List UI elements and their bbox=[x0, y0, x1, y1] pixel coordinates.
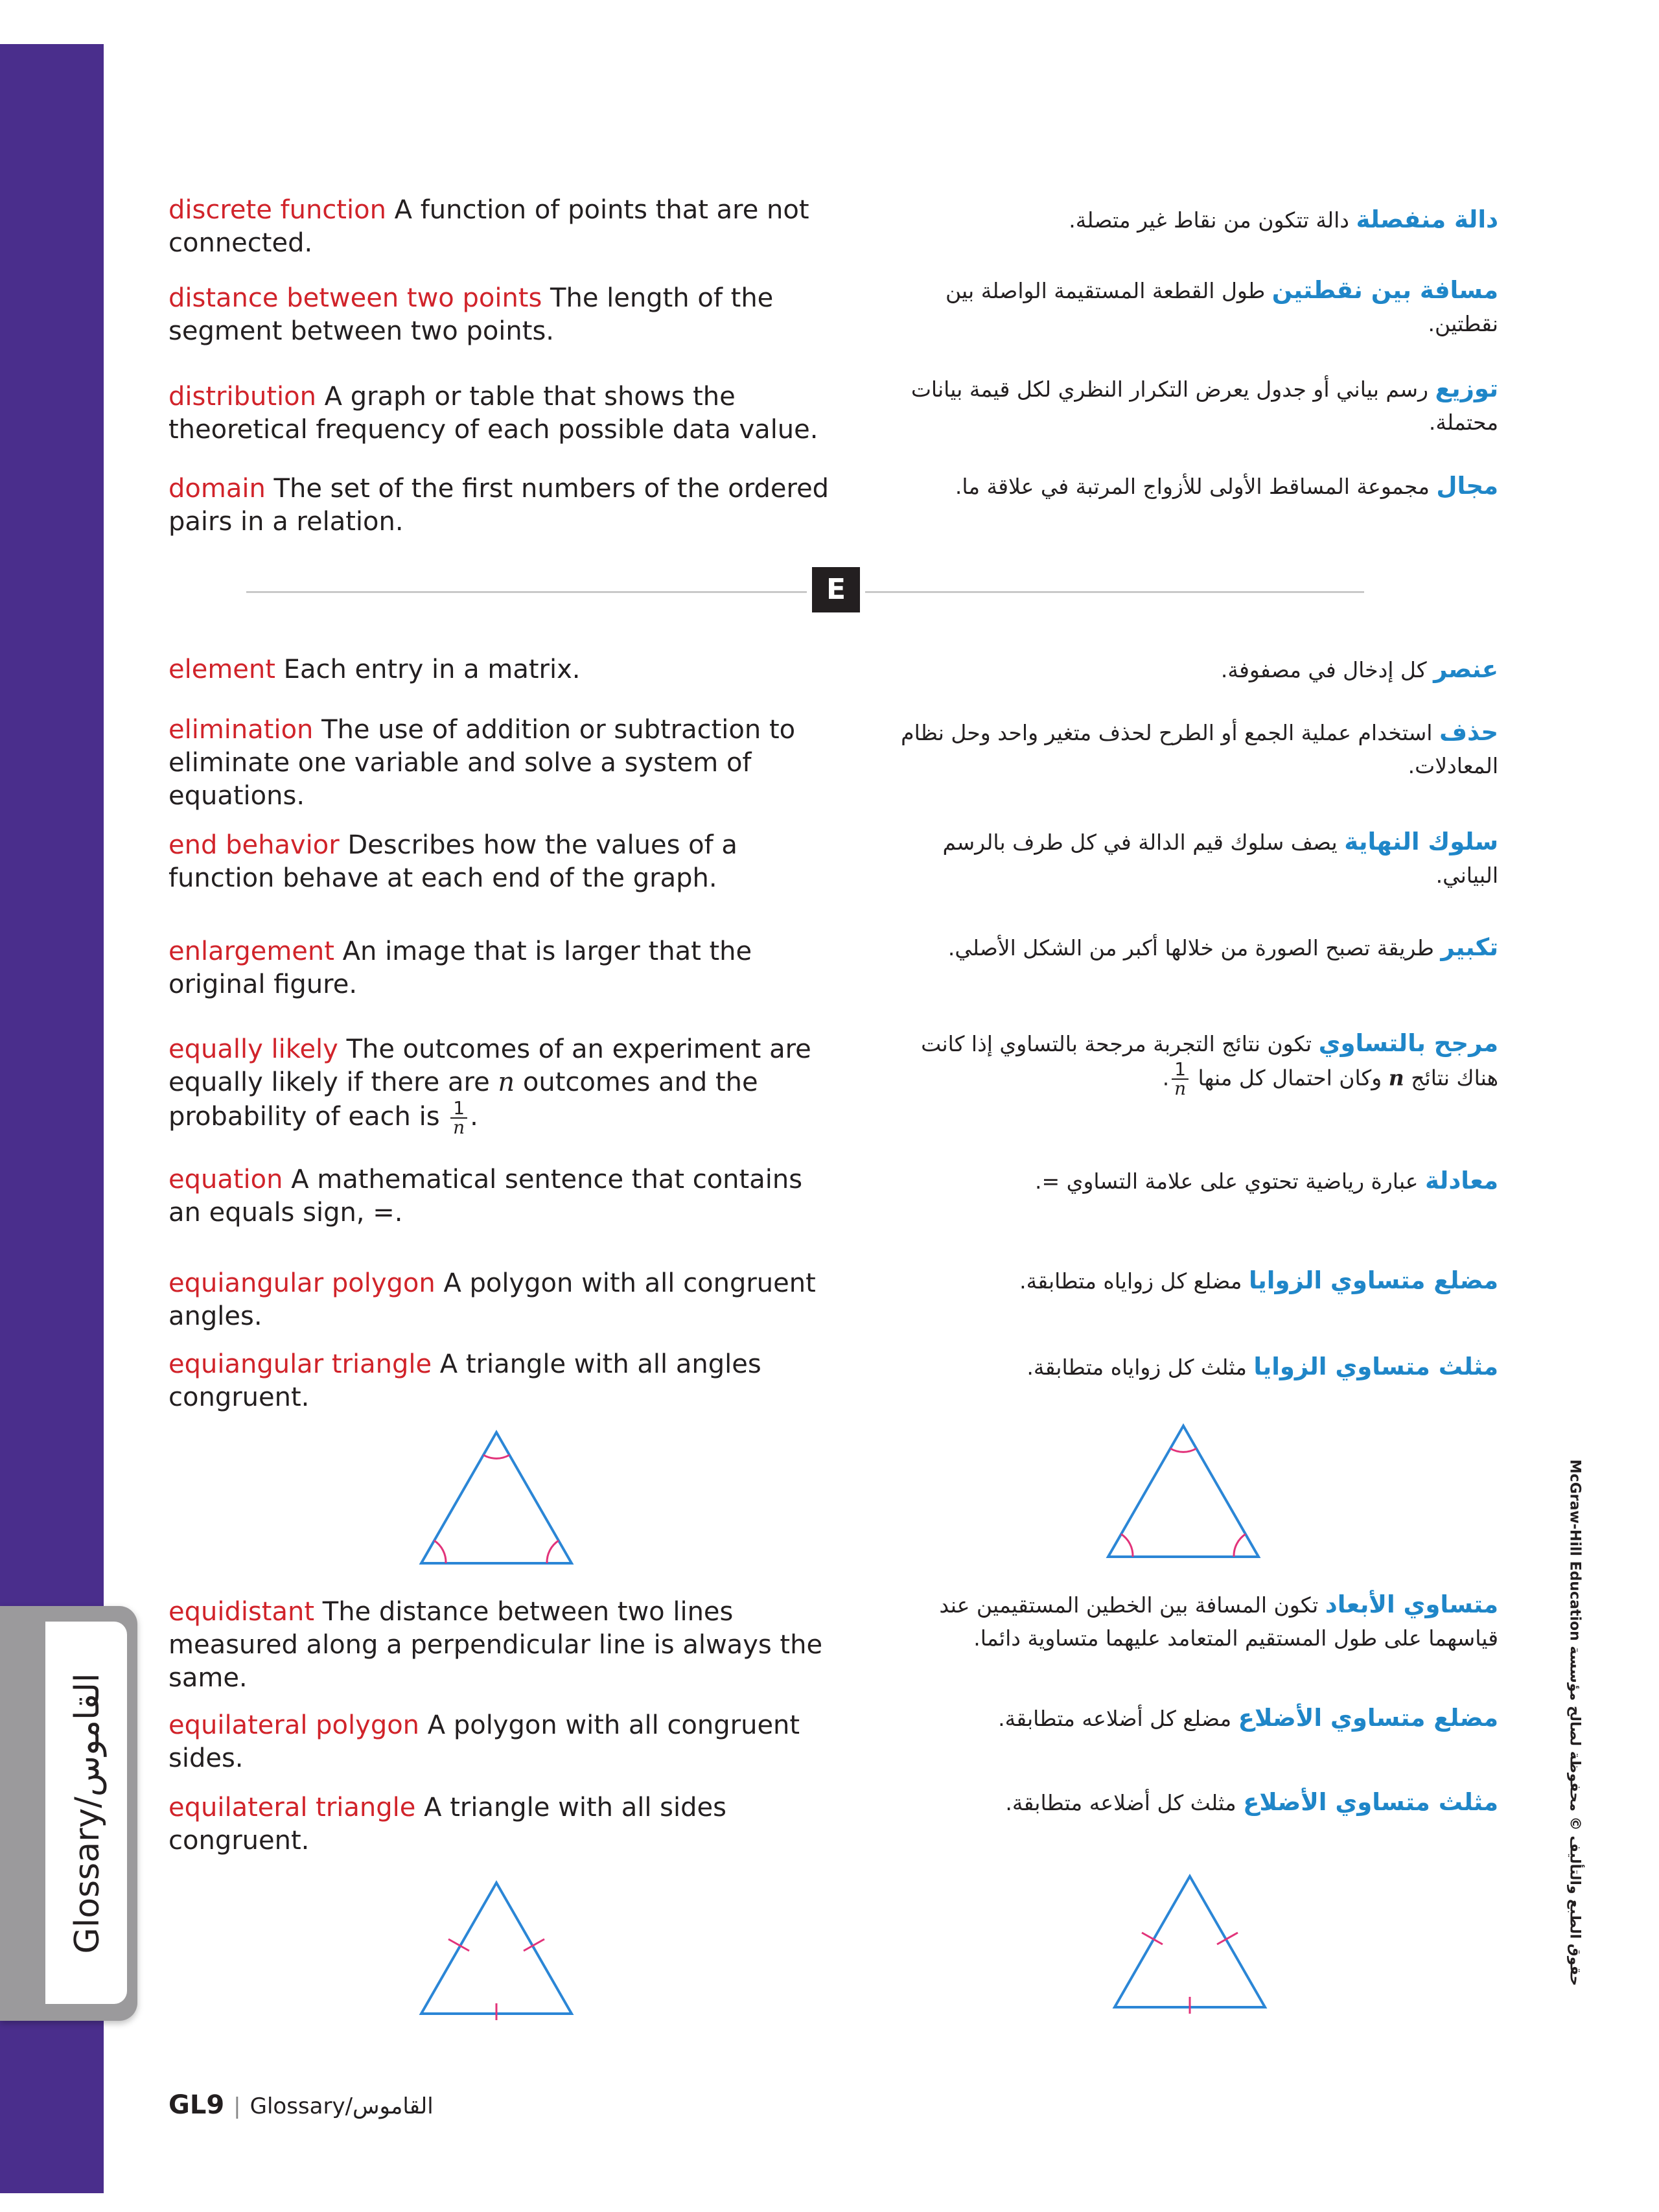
entry-en-element bbox=[168, 653, 830, 686]
definition-en-part2: outcomes and the probability of each is bbox=[168, 1067, 758, 1132]
term-ar: مضلع متساوي الزوايا bbox=[1248, 1266, 1498, 1294]
entry-en-domain bbox=[168, 472, 830, 539]
term-ar: عنصر bbox=[1433, 655, 1498, 683]
definition-ar: طريقة تصبح الصورة من خلالها أكبر من الشكل الأصلي. bbox=[947, 935, 1434, 960]
entry-en-equiangular-triangle bbox=[168, 1348, 830, 1414]
variable-n: n bbox=[498, 1067, 515, 1097]
definition-ar: كل إدخال في مصفوفة. bbox=[1220, 657, 1427, 682]
term-en: equidistant bbox=[168, 1597, 315, 1627]
equiangular-triangle-figure-ar bbox=[1102, 1419, 1265, 1563]
entry-en-equation bbox=[168, 1163, 830, 1229]
definition-ar: مثلث كل زواياه متطابقة. bbox=[1027, 1355, 1247, 1380]
entry-en-elimination bbox=[168, 714, 830, 813]
page-number: GL9 bbox=[168, 2090, 225, 2120]
entry-en-equilateral-triangle bbox=[168, 1791, 830, 1857]
definition-en-part1: The outcomes of an experiment are equally likely if there are bbox=[168, 1034, 811, 1097]
term-en: domain bbox=[168, 474, 266, 504]
definition-ar: يصف سلوك قيم الدالة في كل طرف بالرسم البياني. bbox=[942, 830, 1498, 888]
entry-ar-end-behavior bbox=[889, 825, 1498, 892]
triangle-outline bbox=[1108, 1426, 1259, 1557]
definition-en: A function of points that are not connected. bbox=[168, 195, 809, 258]
definition-ar: طول القطعة المستقيمة الواصلة بين نقطتين. bbox=[945, 278, 1498, 336]
definition-en: The set of the first numbers of the ordered pairs in a relation. bbox=[168, 474, 830, 537]
term-en: element bbox=[168, 655, 275, 684]
definition-ar: رسم بياني أو جدول يعرض التكرار النظري لكل قيمة بيانات محتملة. bbox=[911, 377, 1498, 435]
section-letter: E bbox=[812, 567, 860, 612]
section-divider-line-right bbox=[865, 591, 1364, 593]
fraction-denominator: n bbox=[453, 1117, 465, 1138]
definition-en: A graph or table that shows the theoretical frequency of each possible data value. bbox=[168, 382, 818, 445]
entry-ar-distance bbox=[889, 274, 1498, 340]
entry-ar-elimination bbox=[889, 716, 1498, 782]
definition-en: Each entry in a matrix. bbox=[283, 655, 581, 684]
copyright-notice: McGraw-Hill Education حقوق الطبع والتأليف © محفوظة لصالح مؤسسة bbox=[1566, 1459, 1583, 1986]
definition-en: The length of the segment between two points. bbox=[168, 283, 774, 346]
triangle-outline bbox=[421, 1883, 572, 2014]
equilateral-triangle-figure-en bbox=[415, 1876, 578, 2020]
fraction-one-over-n bbox=[450, 1099, 467, 1137]
definition-ar-part1: تكون نتائج التجربة مرجحة بالتساوي إذا كانت هناك نتائج bbox=[921, 1031, 1498, 1091]
term-ar: مجال bbox=[1436, 472, 1498, 500]
angle-mark-right bbox=[547, 1541, 559, 1563]
term-ar: مسافة بين نقطتين bbox=[1271, 276, 1498, 304]
definition-en: A triangle with all angles congruent. bbox=[168, 1349, 761, 1412]
term-en: enlargement bbox=[168, 937, 334, 966]
entry-en-equilateral-polygon bbox=[168, 1709, 830, 1775]
entry-ar-distribution bbox=[889, 372, 1498, 439]
term-en: elimination bbox=[168, 715, 314, 745]
term-ar: دالة منفصلة bbox=[1356, 205, 1498, 233]
term-en: equiangular polygon bbox=[168, 1268, 435, 1298]
page-footer bbox=[168, 2090, 434, 2120]
entry-en-distribution bbox=[168, 380, 830, 447]
equilateral-triangle-figure-ar bbox=[1108, 1870, 1271, 2014]
definition-en: Describes how the values of a function behave at each end of the graph. bbox=[168, 830, 737, 893]
term-ar: سلوك النهاية bbox=[1344, 828, 1498, 856]
equiangular-triangle-figure-en bbox=[415, 1426, 578, 1570]
footer-separator: | bbox=[233, 2093, 241, 2119]
triangle-outline bbox=[421, 1432, 572, 1563]
term-ar: حذف bbox=[1439, 718, 1498, 746]
definition-en: A mathematical sentence that contains an equals sign, =. bbox=[168, 1165, 803, 1228]
term-en: equilateral triangle bbox=[168, 1793, 416, 1822]
term-en: distribution bbox=[168, 382, 316, 412]
term-ar: معادلة bbox=[1424, 1167, 1498, 1194]
entry-ar-element bbox=[889, 653, 1498, 686]
definition-en: A polygon with all congruent angles. bbox=[168, 1268, 816, 1331]
term-en: equation bbox=[168, 1165, 283, 1194]
definition-ar: دالة تتكون من نقاط غير متصلة. bbox=[1069, 207, 1349, 233]
angle-mark-top bbox=[483, 1455, 509, 1458]
fraction-numerator: 1 bbox=[1172, 1060, 1189, 1080]
definition-en: The use of addition or subtraction to eliminate one variable and solve a system of equations. bbox=[168, 715, 796, 811]
term-en: equiangular triangle bbox=[168, 1349, 432, 1379]
entry-ar-equilateral-triangle bbox=[889, 1786, 1498, 1819]
fraction-one-over-n-ar bbox=[1172, 1060, 1189, 1098]
entry-en-equally-likely: equally likely The outcomes of an experiment are equally likely if there are n outcomes and the probability of each is $\frac{1}{n}$ . bbox=[168, 1034, 811, 1138]
entry-en-distance bbox=[168, 282, 830, 348]
entry-en-equiangular-polygon bbox=[168, 1267, 830, 1333]
term-en: distance between two points bbox=[168, 283, 542, 313]
footer-label: Glossary/القاموس bbox=[249, 2093, 434, 2119]
entry-ar-discrete-function bbox=[889, 203, 1498, 237]
term-ar: مثلث متساوي الزوايا bbox=[1253, 1353, 1498, 1380]
fraction-denominator: n bbox=[1174, 1078, 1187, 1099]
term-en: equally likely bbox=[168, 1034, 338, 1064]
fraction-numerator: 1 bbox=[450, 1099, 467, 1119]
definition-ar: مضلع كل زواياه متطابقة. bbox=[1019, 1268, 1242, 1294]
definition-en: An image that is larger that the original figure. bbox=[168, 937, 752, 999]
definition-ar: مثلث كل أضلاعه متطابقة. bbox=[1005, 1790, 1236, 1815]
triangle-outline bbox=[1115, 1876, 1265, 2007]
angle-mark-right bbox=[1234, 1534, 1246, 1557]
entry-en-discrete-function bbox=[168, 194, 830, 260]
term-en: equilateral polygon bbox=[168, 1710, 420, 1740]
definition-ar: مضلع كل أضلاعه متطابقة. bbox=[998, 1706, 1232, 1731]
glossary-tab-label: Glossary/القاموس bbox=[68, 1673, 107, 1954]
section-divider-line-left bbox=[246, 591, 807, 593]
definition-ar: تكون المسافة بين الخطين المستقيمين عند قياسهما على طول المستقيم المتعامد عليهما متساوية دائما. bbox=[939, 1592, 1498, 1651]
term-ar: مرجح بالتساوي bbox=[1318, 1029, 1498, 1057]
definition-ar: عبارة رياضية تحتوي على علامة التساوي =. bbox=[1034, 1169, 1419, 1194]
entry-ar-equally-likely: مرجح بالتساوي تكون نتائج التجربة مرجحة بالتساوي إذا كانت هناك نتائج n وكان احتمال كل منها $\frac{1}{n}$ . bbox=[921, 1029, 1498, 1099]
angle-mark-top bbox=[1170, 1449, 1196, 1452]
definition-en: The distance between two lines measured along a perpendicular line is always the same. bbox=[168, 1597, 823, 1693]
angle-mark-left bbox=[1121, 1534, 1133, 1557]
term-ar: متساوي الأبعاد bbox=[1325, 1590, 1498, 1618]
definition-ar-part2: وكان احتمال كل منها bbox=[1198, 1065, 1382, 1091]
term-en: end behavior bbox=[168, 830, 340, 860]
entry-ar-equation bbox=[889, 1164, 1498, 1198]
entry-en-equidistant bbox=[168, 1596, 830, 1695]
entry-en-enlargement bbox=[168, 935, 830, 1001]
entry-ar-equiangular-triangle bbox=[889, 1350, 1498, 1384]
entry-ar-equidistant bbox=[889, 1588, 1498, 1655]
variable-n-ar: n bbox=[1388, 1065, 1404, 1091]
entry-en-end-behavior bbox=[168, 829, 830, 895]
term-ar: تكبير bbox=[1441, 933, 1498, 961]
definition-ar: مجموعة المساقط الأولى للأزواج المرتبة في علاقة ما. bbox=[955, 474, 1430, 499]
entry-ar-equilateral-polygon bbox=[889, 1701, 1498, 1735]
entry-ar-equiangular-polygon bbox=[889, 1264, 1498, 1298]
entry-ar-enlargement bbox=[889, 931, 1498, 964]
term-ar: توزيع bbox=[1435, 375, 1498, 402]
term-en: discrete function bbox=[168, 195, 386, 225]
term-ar: مضلع متساوي الأضلاع bbox=[1238, 1704, 1498, 1732]
entry-ar-domain bbox=[889, 469, 1498, 503]
definition-ar: استخدام عملية الجمع أو الطرح لحذف متغير واحد وحل نظام المعادلات. bbox=[901, 720, 1498, 778]
definition-en: A polygon with all congruent sides. bbox=[168, 1710, 800, 1773]
angle-mark-left bbox=[434, 1541, 446, 1563]
term-ar: مثلث متساوي الأضلاع bbox=[1243, 1788, 1498, 1816]
definition-en: A triangle with all sides congruent. bbox=[168, 1793, 726, 1856]
